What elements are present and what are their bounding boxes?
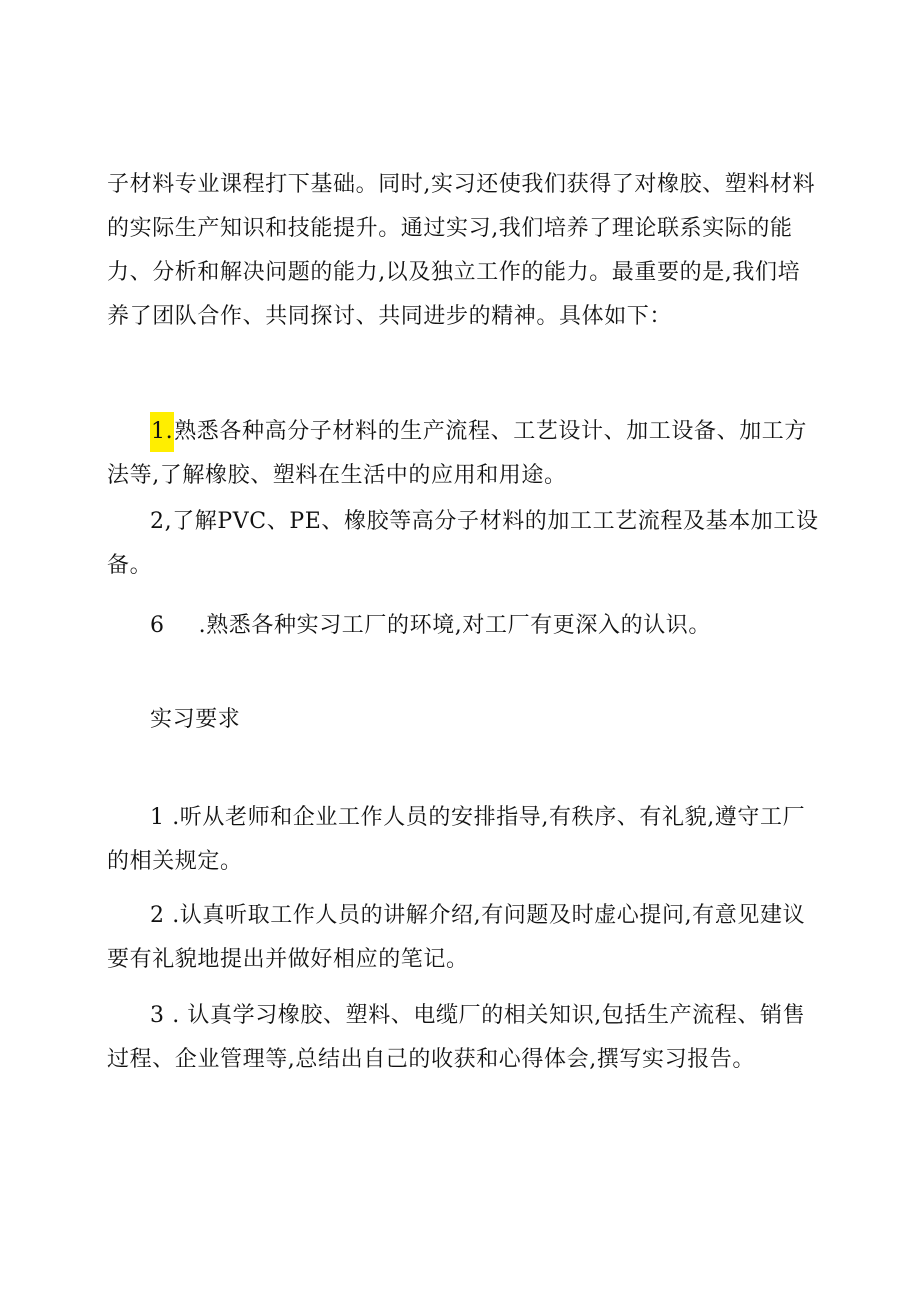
objective-number: 2, (150, 509, 173, 534)
requirement-item-2 (107, 894, 822, 982)
highlighted-number: 1. (150, 412, 174, 452)
requirement-text: . 认真学习橡胶、塑料、电缆厂的相关知识,包括生产流程、销售过程、企业管理等,总结出自己的收获和心得体会,撰写实习报告。 (107, 1003, 806, 1072)
objective-text: .熟悉各种实习工厂的环境,对工厂有更深入的认识。 (198, 613, 711, 638)
objective-text: 熟悉各种高分子材料的生产流程、工艺设计、加工设备、加工方法等,了解橡胶、塑料在生活中的应用和用途。 (107, 419, 808, 488)
requirement-item-1 (107, 796, 822, 884)
objective-item-3 (107, 604, 822, 648)
requirement-number: 2 (150, 903, 165, 928)
intro-paragraph: 子材料专业课程打下基础。同时,实习还使我们获得了对橡胶、塑料材料的实际生产知识和技能提升。通过实习,我们培养了理论联系实际的能力、分析和解决问题的能力,以及独立工作的能力。最重要的是,我们培养了团队合作、共同探讨、共同进步的精神。具体如下： (107, 172, 816, 329)
requirement-item-3 (107, 994, 822, 1082)
objective-item-1 (107, 410, 822, 498)
requirement-number: 3 (150, 1003, 165, 1028)
section-heading: 实习要求 (150, 707, 241, 732)
requirement-number: 1 (150, 805, 165, 830)
requirement-text: .认真听取工作人员的讲解介绍,有问题及时虚心提问,有意见建议要有礼貌地提出并做好相应的笔记。 (107, 903, 806, 972)
objective-text: 了解PVC、PE、橡胶等高分子材料的加工工艺流程及基本加工设备。 (107, 509, 819, 578)
objective-item-2 (107, 500, 822, 588)
requirement-text: .听从老师和企业工作人员的安排指导,有秩序、有礼貌,遵守工厂的相关规定。 (107, 805, 806, 874)
objective-number: 6 (150, 613, 165, 638)
